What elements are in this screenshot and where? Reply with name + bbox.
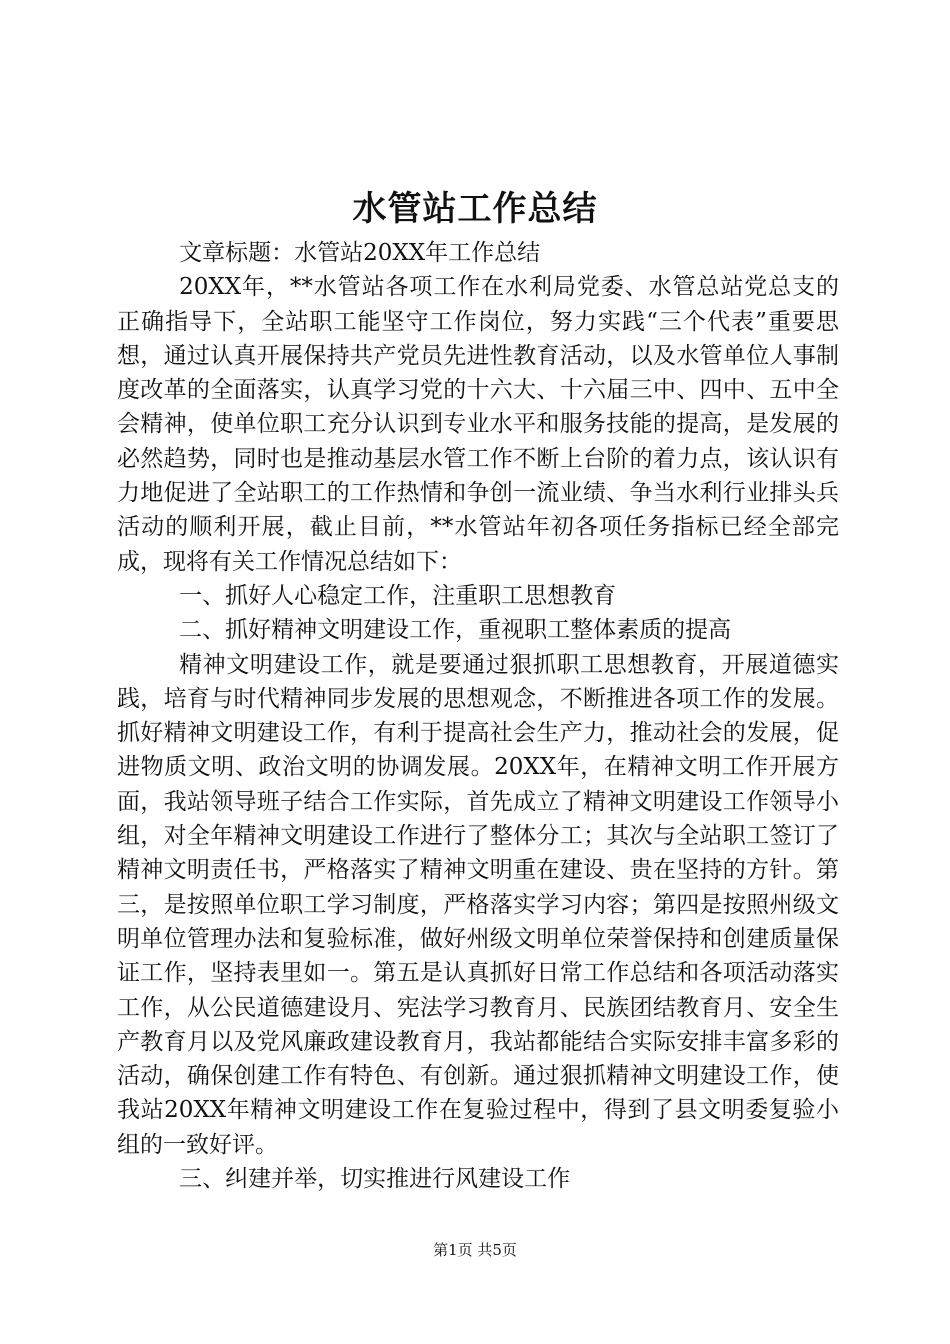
article-heading-line: 文章标题：水管站20XX年工作总结 — [179, 240, 541, 266]
document-body — [117, 236, 839, 1196]
section-heading-1: 一、抓好人心稳定工作，注重职工思想教育 — [179, 582, 617, 609]
section-heading-2: 二、抓好精神文明建设工作，重视职工整体素质的提高 — [179, 617, 732, 644]
page-number-footer: 第1页 共5页 — [433, 1241, 517, 1259]
intro-paragraph: 20XX年，**水管站各项工作在水利局党委、水管总站党总支的正确指导下，全站职工能坚守工作岗位，努力实践“三个代表”重要思想，通过认真开展保持共产党员先进性教育活动，以及水管单位人事制度改革的全面落实，认真学习党的十六大、十六届三中、四中、五中全会精神，使单位职工充分认识到专业水平和服务技能的提高，是发展的必然趋势，同时也是推动基层水管工作不断上台阶的着力点，该认识有力地促进了全站职工的工作热情和争创一流业绩、争当水利行业排头兵活动的顺利开展，截止目前，**水管站年初各项任务指标已经全部完成，现将有关工作情况总结如下： — [117, 274, 839, 575]
section-heading-3: 三、纠建并举，切实推进行风建设工作 — [179, 1166, 571, 1193]
section-2-paragraph: 精神文明建设工作，就是要通过狠抓职工思想教育，开展道德实践，培育与时代精神同步发展的思想观念，不断推进各项工作的发展。抓好精神文明建设工作，有利于提高社会生产力，推动社会的发展，促进物质文明、政治文明的协调发展。20XX年，在精神文明工作开展方面，我站领导班子结合工作实际，首先成立了精神文明建设工作领导小组，对全年精神文明建设工作进行了整体分工；其次与全站职工签订了精神文明责任书，严格落实了精神文明重在建设、贵在坚持的方针。第三，是按照单位职工学习制度，严格落实学习内容；第四是按照州级文明单位管理办法和复验标准，做好州级文明单位荣誉保持和创建质量保证工作，坚持表里如一。第五是认真抓好日常工作总结和各项活动落实工作，从公民道德建设月、宪法学习教育月、民族团结教育月、安全生产教育月以及党风廉政建设教育月，我站都能结合实际安排丰富多彩的活动，确保创建工作有特色、有创新。通过狠抓精神文明建设工作，使我站20XX年精神文明建设工作在复验过程中，得到了县文明委复验小组的一致好评。 — [117, 651, 839, 1158]
document-title: 水管站工作总结 — [352, 189, 598, 229]
